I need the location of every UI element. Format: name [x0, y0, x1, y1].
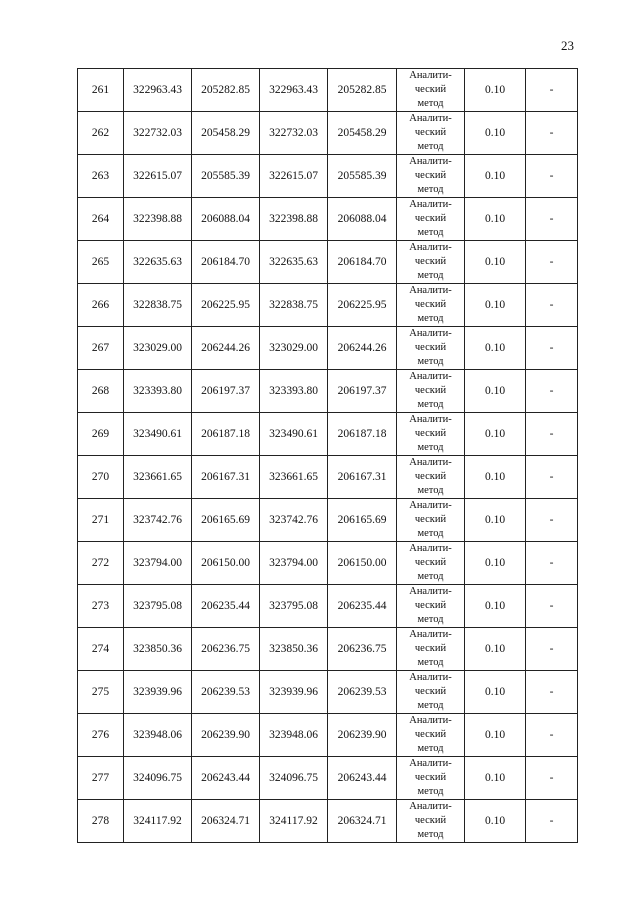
method-cell: [397, 542, 465, 585]
method-line: ческий: [414, 686, 447, 697]
y-coordinate-new-cell: 206243.44: [328, 757, 397, 800]
method-line: метод: [417, 485, 444, 496]
method-line: метод: [417, 786, 444, 797]
y-coordinate-cell: 206324.71: [192, 800, 260, 843]
method-cell: [397, 112, 465, 155]
y-coordinate-cell: 205458.29: [192, 112, 260, 155]
point-number-cell: 274: [78, 628, 124, 671]
point-number-cell: 269: [78, 413, 124, 456]
x-coordinate-new-cell: 323661.65: [260, 456, 328, 499]
y-coordinate-cell: 206088.04: [192, 198, 260, 241]
method-line: Аналити-: [409, 543, 452, 554]
x-coordinate-cell: 323742.76: [124, 499, 192, 542]
y-coordinate-cell: 205585.39: [192, 155, 260, 198]
method-line: ческий: [414, 815, 447, 826]
method-line: Аналити-: [409, 715, 452, 726]
x-coordinate-cell: 323490.61: [124, 413, 192, 456]
coordinates-table: [77, 68, 578, 843]
y-coordinate-cell: 206167.31: [192, 456, 260, 499]
accuracy-cell: 0.10: [465, 671, 526, 714]
x-coordinate-new-cell: 324096.75: [260, 757, 328, 800]
x-coordinate-new-cell: 323029.00: [260, 327, 328, 370]
note-cell: -: [526, 456, 578, 499]
y-coordinate-cell: 206165.69: [192, 499, 260, 542]
point-number-cell: 262: [78, 112, 124, 155]
accuracy-cell: 0.10: [465, 112, 526, 155]
accuracy-cell: 0.10: [465, 757, 526, 800]
x-coordinate-cell: 323661.65: [124, 456, 192, 499]
y-coordinate-cell: 206225.95: [192, 284, 260, 327]
x-coordinate-new-cell: 322732.03: [260, 112, 328, 155]
method-cell: [397, 456, 465, 499]
method-line: ческий: [414, 471, 447, 482]
y-coordinate-new-cell: 206165.69: [328, 499, 397, 542]
table-row: [78, 155, 578, 198]
table-row: [78, 112, 578, 155]
accuracy-cell: 0.10: [465, 714, 526, 757]
method-line: ческий: [414, 385, 447, 396]
accuracy-cell: 0.10: [465, 327, 526, 370]
table-row: [78, 714, 578, 757]
method-cell: [397, 284, 465, 327]
method-line: метод: [417, 313, 444, 324]
x-coordinate-cell: 322615.07: [124, 155, 192, 198]
accuracy-cell: 0.10: [465, 155, 526, 198]
y-coordinate-new-cell: 206150.00: [328, 542, 397, 585]
y-coordinate-new-cell: 206197.37: [328, 370, 397, 413]
point-number-cell: 270: [78, 456, 124, 499]
note-cell: -: [526, 198, 578, 241]
y-coordinate-cell: 206184.70: [192, 241, 260, 284]
point-number-cell: 263: [78, 155, 124, 198]
method-line: ческий: [414, 256, 447, 267]
method-line: метод: [417, 700, 444, 711]
accuracy-cell: 0.10: [465, 284, 526, 327]
x-coordinate-new-cell: 322398.88: [260, 198, 328, 241]
accuracy-cell: 0.10: [465, 198, 526, 241]
table-row: [78, 456, 578, 499]
table-row: [78, 198, 578, 241]
method-line: Аналити-: [409, 328, 452, 339]
accuracy-cell: 0.10: [465, 69, 526, 112]
y-coordinate-cell: 206235.44: [192, 585, 260, 628]
point-number-cell: 268: [78, 370, 124, 413]
point-number-cell: 267: [78, 327, 124, 370]
note-cell: -: [526, 112, 578, 155]
method-line: ческий: [414, 342, 447, 353]
method-cell: [397, 327, 465, 370]
point-number-cell: 273: [78, 585, 124, 628]
y-coordinate-new-cell: 206239.53: [328, 671, 397, 714]
table-row: [78, 69, 578, 112]
y-coordinate-new-cell: 206088.04: [328, 198, 397, 241]
x-coordinate-cell: 323029.00: [124, 327, 192, 370]
method-line: Аналити-: [409, 801, 452, 812]
method-cell: [397, 198, 465, 241]
table-row: [78, 499, 578, 542]
y-coordinate-new-cell: 206236.75: [328, 628, 397, 671]
method-line: метод: [417, 227, 444, 238]
note-cell: -: [526, 714, 578, 757]
point-number-cell: 265: [78, 241, 124, 284]
method-line: ческий: [414, 428, 447, 439]
method-line: метод: [417, 399, 444, 410]
y-coordinate-cell: 206187.18: [192, 413, 260, 456]
accuracy-cell: 0.10: [465, 585, 526, 628]
x-coordinate-new-cell: 323939.96: [260, 671, 328, 714]
x-coordinate-new-cell: 322635.63: [260, 241, 328, 284]
page-number: 23: [561, 38, 574, 53]
method-cell: [397, 757, 465, 800]
method-line: метод: [417, 614, 444, 625]
accuracy-cell: 0.10: [465, 456, 526, 499]
method-line: ческий: [414, 213, 447, 224]
y-coordinate-new-cell: 206225.95: [328, 284, 397, 327]
y-coordinate-new-cell: 206184.70: [328, 241, 397, 284]
y-coordinate-new-cell: 206244.26: [328, 327, 397, 370]
accuracy-cell: 0.10: [465, 542, 526, 585]
method-line: Аналити-: [409, 285, 452, 296]
method-line: Аналити-: [409, 629, 452, 640]
note-cell: -: [526, 370, 578, 413]
x-coordinate-new-cell: 323490.61: [260, 413, 328, 456]
note-cell: -: [526, 155, 578, 198]
point-number-cell: 266: [78, 284, 124, 327]
x-coordinate-new-cell: 324117.92: [260, 800, 328, 843]
method-line: Аналити-: [409, 586, 452, 597]
x-coordinate-new-cell: 323393.80: [260, 370, 328, 413]
y-coordinate-new-cell: 205282.85: [328, 69, 397, 112]
table-row: [78, 542, 578, 585]
note-cell: -: [526, 499, 578, 542]
y-coordinate-cell: 206244.26: [192, 327, 260, 370]
table-row: [78, 800, 578, 843]
note-cell: -: [526, 284, 578, 327]
method-line: метод: [417, 442, 444, 453]
method-line: Аналити-: [409, 199, 452, 210]
note-cell: -: [526, 413, 578, 456]
x-coordinate-new-cell: 323742.76: [260, 499, 328, 542]
y-coordinate-cell: 205282.85: [192, 69, 260, 112]
x-coordinate-cell: 323850.36: [124, 628, 192, 671]
point-number-cell: 261: [78, 69, 124, 112]
x-coordinate-new-cell: 323795.08: [260, 585, 328, 628]
x-coordinate-new-cell: 322963.43: [260, 69, 328, 112]
method-line: метод: [417, 528, 444, 539]
accuracy-cell: 0.10: [465, 413, 526, 456]
note-cell: -: [526, 69, 578, 112]
method-line: ческий: [414, 729, 447, 740]
method-line: ческий: [414, 643, 447, 654]
method-line: ческий: [414, 514, 447, 525]
x-coordinate-cell: 323393.80: [124, 370, 192, 413]
y-coordinate-cell: 206239.53: [192, 671, 260, 714]
x-coordinate-cell: 322732.03: [124, 112, 192, 155]
y-coordinate-new-cell: 206324.71: [328, 800, 397, 843]
method-cell: [397, 585, 465, 628]
method-line: Аналити-: [409, 242, 452, 253]
method-line: метод: [417, 657, 444, 668]
x-coordinate-new-cell: 323850.36: [260, 628, 328, 671]
method-line: ческий: [414, 600, 447, 611]
method-line: Аналити-: [409, 371, 452, 382]
note-cell: -: [526, 327, 578, 370]
note-cell: -: [526, 800, 578, 843]
x-coordinate-cell: 323795.08: [124, 585, 192, 628]
point-number-cell: 277: [78, 757, 124, 800]
method-line: Аналити-: [409, 758, 452, 769]
table-row: [78, 413, 578, 456]
method-cell: [397, 241, 465, 284]
table-row: [78, 757, 578, 800]
table-row: [78, 370, 578, 413]
method-line: ческий: [414, 772, 447, 783]
method-line: Аналити-: [409, 113, 452, 124]
y-coordinate-new-cell: 205458.29: [328, 112, 397, 155]
x-coordinate-cell: 322963.43: [124, 69, 192, 112]
method-cell: [397, 671, 465, 714]
note-cell: -: [526, 241, 578, 284]
accuracy-cell: 0.10: [465, 241, 526, 284]
x-coordinate-cell: 323794.00: [124, 542, 192, 585]
method-line: метод: [417, 571, 444, 582]
method-line: ческий: [414, 127, 447, 138]
method-line: Аналити-: [409, 672, 452, 683]
y-coordinate-cell: 206239.90: [192, 714, 260, 757]
x-coordinate-cell: 323939.96: [124, 671, 192, 714]
method-cell: [397, 628, 465, 671]
y-coordinate-new-cell: 206167.31: [328, 456, 397, 499]
method-cell: [397, 155, 465, 198]
method-line: метод: [417, 141, 444, 152]
note-cell: -: [526, 585, 578, 628]
method-line: ческий: [414, 557, 447, 568]
y-coordinate-new-cell: 206235.44: [328, 585, 397, 628]
accuracy-cell: 0.10: [465, 800, 526, 843]
point-number-cell: 272: [78, 542, 124, 585]
x-coordinate-cell: 324117.92: [124, 800, 192, 843]
y-coordinate-new-cell: 206239.90: [328, 714, 397, 757]
method-line: метод: [417, 98, 444, 109]
point-number-cell: 271: [78, 499, 124, 542]
x-coordinate-cell: 323948.06: [124, 714, 192, 757]
x-coordinate-cell: 322635.63: [124, 241, 192, 284]
method-line: Аналити-: [409, 70, 452, 81]
method-line: метод: [417, 829, 444, 840]
y-coordinate-new-cell: 206187.18: [328, 413, 397, 456]
y-coordinate-cell: 206243.44: [192, 757, 260, 800]
method-cell: [397, 370, 465, 413]
x-coordinate-new-cell: 322838.75: [260, 284, 328, 327]
method-line: метод: [417, 270, 444, 281]
accuracy-cell: 0.10: [465, 370, 526, 413]
table-row: [78, 585, 578, 628]
method-cell: [397, 714, 465, 757]
table-row: [78, 327, 578, 370]
method-line: метод: [417, 743, 444, 754]
x-coordinate-cell: 322838.75: [124, 284, 192, 327]
method-line: ческий: [414, 170, 447, 181]
y-coordinate-new-cell: 205585.39: [328, 155, 397, 198]
method-line: Аналити-: [409, 156, 452, 167]
method-cell: [397, 800, 465, 843]
note-cell: -: [526, 542, 578, 585]
note-cell: -: [526, 671, 578, 714]
method-line: Аналити-: [409, 457, 452, 468]
method-cell: [397, 69, 465, 112]
y-coordinate-cell: 206150.00: [192, 542, 260, 585]
y-coordinate-cell: 206236.75: [192, 628, 260, 671]
x-coordinate-cell: 324096.75: [124, 757, 192, 800]
method-line: ческий: [414, 299, 447, 310]
method-line: Аналити-: [409, 500, 452, 511]
point-number-cell: 276: [78, 714, 124, 757]
table-row: [78, 671, 578, 714]
table-row: [78, 628, 578, 671]
table-row: [78, 241, 578, 284]
y-coordinate-cell: 206197.37: [192, 370, 260, 413]
method-line: метод: [417, 184, 444, 195]
note-cell: -: [526, 757, 578, 800]
point-number-cell: 264: [78, 198, 124, 241]
x-coordinate-new-cell: 322615.07: [260, 155, 328, 198]
method-cell: [397, 499, 465, 542]
method-line: ческий: [414, 84, 447, 95]
method-cell: [397, 413, 465, 456]
point-number-cell: 278: [78, 800, 124, 843]
point-number-cell: 275: [78, 671, 124, 714]
accuracy-cell: 0.10: [465, 499, 526, 542]
x-coordinate-new-cell: 323794.00: [260, 542, 328, 585]
table-row: [78, 284, 578, 327]
table-body: [78, 69, 578, 843]
accuracy-cell: 0.10: [465, 628, 526, 671]
x-coordinate-new-cell: 323948.06: [260, 714, 328, 757]
x-coordinate-cell: 322398.88: [124, 198, 192, 241]
note-cell: -: [526, 628, 578, 671]
method-line: метод: [417, 356, 444, 367]
method-line: Аналити-: [409, 414, 452, 425]
